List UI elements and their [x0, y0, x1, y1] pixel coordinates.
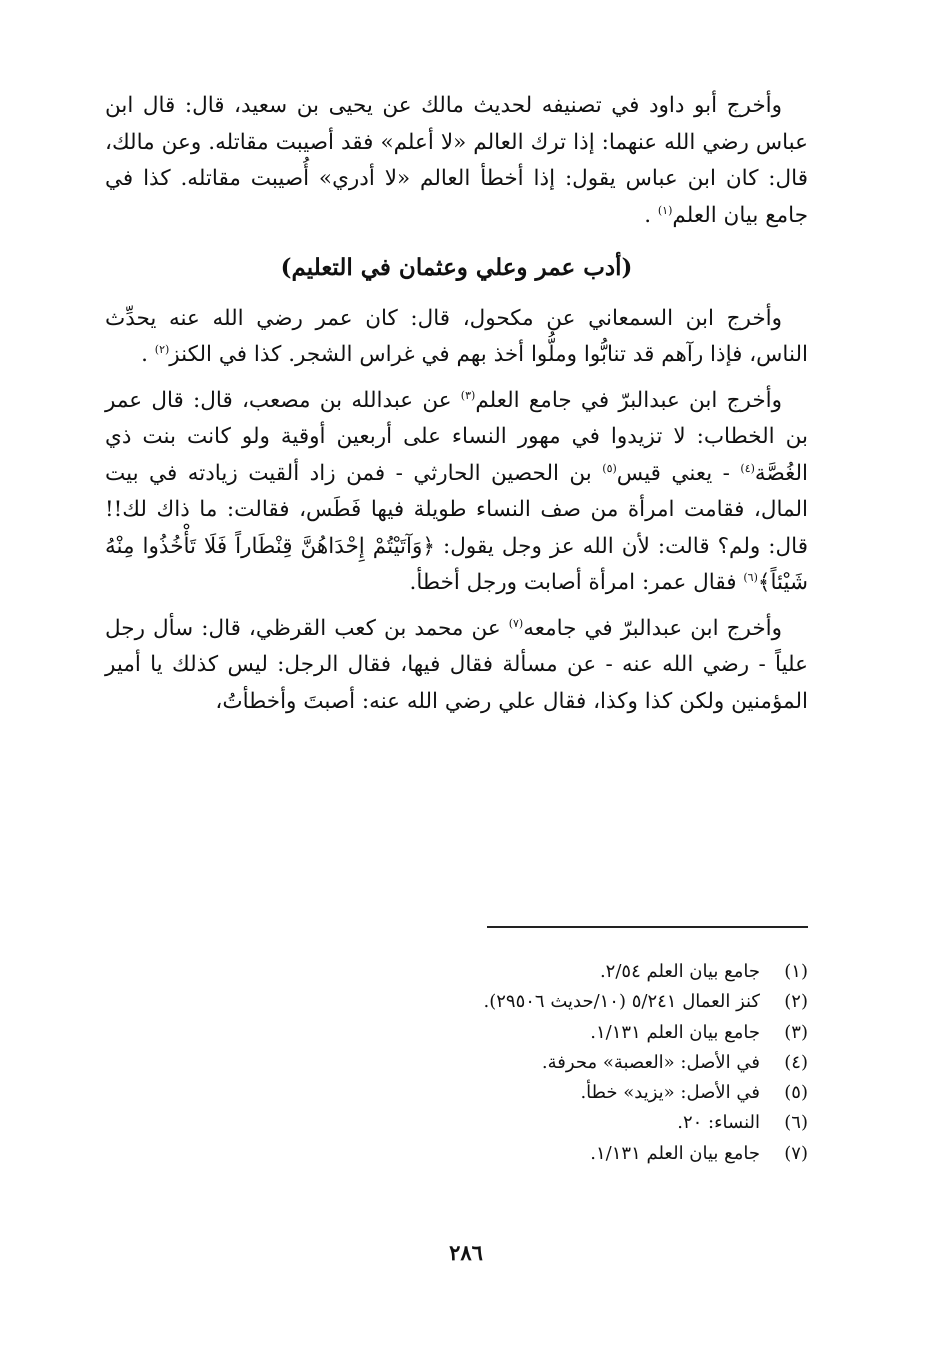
- quran-verse: ﴿وَآتَيْتُمْ إِحْدَاهُنَّ قِنْطَاراً فَلَا تَأْخُذُوا مِنْهُ شَيْئاً﴾: [105, 533, 808, 595]
- footnote-ref-7[interactable]: (٧): [508, 616, 524, 630]
- section-heading: (أدب عمر وعلي وعثمان في التعليم): [280, 254, 633, 281]
- footnote-ref-6[interactable]: (٦): [743, 570, 758, 584]
- footnote-ref-5[interactable]: (٥): [602, 461, 617, 475]
- paragraph-abu-dawud: وأخرج أبو داود في تصنيفه لحديث مالك عن يحيى بن سعيد، قال: قال ابن عباس رضي الله عنهما: إذا ترك العالم «لا أعلم» فقد أصيبت مقاتله. وعن مالك، قال: كان ابن عباس يقول: إذا أخطأ العالم «لا أدري» أُصيبت مقاتله. كذا في جامع بيان العلم$^{(١)}$ .: [105, 93, 808, 228]
- footnote-item: (٧)جامع بيان العلم ١/١٣١.: [590, 1142, 808, 1164]
- page-number: ٢٨٦: [449, 1240, 483, 1265]
- footnote-separator: [487, 926, 808, 928]
- footnote-ref-4[interactable]: (٤): [740, 461, 755, 475]
- main-text: [105, 88, 808, 729]
- paragraph-ali: وأخرج ابن عبدالبرّ في جامعه$^{(٧)}$ عن محمد بن كعب القرظي، قال: سأل رجل علياً - رضي الله عنه - عن مسألة فقال فيها، فقال الرجل: ليس كذلك يا أمير المؤمنين ولكن كذا وكذا، فقال علي رضي الله عنه: أصبتَ وأخطأتُ،: [105, 615, 808, 714]
- footnote-item: (٤)في الأصل: «العصبة» محرفة.: [541, 1051, 808, 1073]
- footnote-item: (٢)كنز العمال ٥/٢٤١ (١٠/حديث ٢٩٥٠٦).: [483, 991, 808, 1013]
- footnote-item: (٥)في الأصل: «يزيد» خطأ.: [580, 1082, 808, 1104]
- footnote-item: (٦)النساء: ٢٠.: [677, 1112, 808, 1134]
- footnote-ref-2[interactable]: (٢): [154, 342, 170, 356]
- footnote-item: (٣)جامع بيان العلم ١/١٣١.: [590, 1021, 808, 1043]
- footnote-ref-3[interactable]: (٣): [460, 388, 476, 402]
- paragraph-umar-dowry: وأخرج ابن عبدالبرّ في جامع العلم$^{(٣)}$ عن عبدالله بن مصعب، قال: قال عمر بن الخطاب: لا تزيدوا في مهور النساء على أربعين أوقية ولو كانت بنت ذي الغُصَّة$^{(٤)}$ - يعني قيس$^{(٥)}$ بن الحصين الحارثي - فمن زاد ألقيت زيادته في بيت المال، فقامت امرأة من صف النساء طويلة فيها فَطَس، فقالت: ما ذاك لك!! قال: ولم؟ قالت: لأن الله عز وجل يقول: ﴿وَآتَيْتُمْ إِحْدَاهُنَّ قِنْطَاراً فَلَا تَأْخُذُوا مِنْهُ شَيْئاً﴾$^{(٦)}$ فقال عمر: امرأة أصابت ورجل أخطأ.: [105, 387, 808, 595]
- footnotes-list: [380, 957, 808, 1169]
- footnote-item: (١)جامع بيان العلم ٢/٥٤.: [599, 961, 808, 982]
- footnote-ref-1[interactable]: (١): [657, 203, 673, 217]
- paragraph-ibn-samani: وأخرج ابن السمعاني عن مكحول، قال: كان عمر رضي الله عنه يحدِّث الناس، فإذا رآهم قد تنابُّوا وملُّوا أخذ بهم في غراس الشجر. كذا في الكنز$^{(٢)}$ .: [105, 305, 808, 367]
